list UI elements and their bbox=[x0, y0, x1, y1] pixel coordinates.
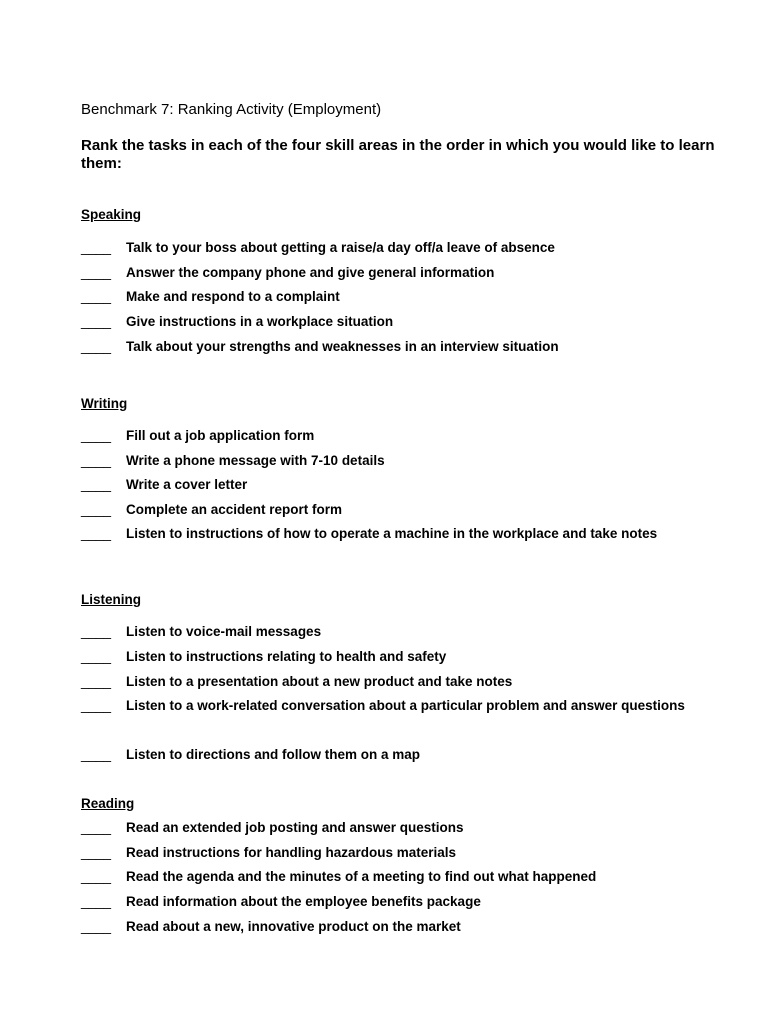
task-text: Fill out a job application form bbox=[126, 428, 315, 443]
list-item bbox=[81, 236, 701, 261]
list-item bbox=[81, 915, 701, 940]
task-text: Read instructions for handling hazardous materials bbox=[126, 845, 457, 860]
task-text: Listen to voice-mail messages bbox=[126, 624, 322, 639]
section-heading-writing: Writing bbox=[81, 396, 128, 411]
task-text: Read information about the employee benefits package bbox=[126, 894, 481, 909]
task-text: Read about a new, innovative product on the market bbox=[126, 919, 461, 934]
rank-blank: ____ bbox=[81, 339, 112, 354]
task-text: Talk to your boss about getting a raise/a day off/a leave of absence bbox=[126, 240, 555, 255]
list-item bbox=[81, 335, 701, 360]
list-item bbox=[81, 743, 701, 768]
rank-blank: ____ bbox=[81, 698, 112, 713]
rank-blank: ____ bbox=[81, 428, 112, 443]
task-text: Listen to directions and follow them on a map bbox=[126, 747, 421, 762]
task-text: Talk about your strengths and weaknesses in an interview situation bbox=[126, 339, 559, 354]
rank-blank: ____ bbox=[81, 845, 112, 860]
list-item bbox=[81, 645, 701, 670]
rank-blank: ____ bbox=[81, 526, 112, 541]
list-item bbox=[81, 670, 701, 695]
rank-blank: ____ bbox=[81, 747, 112, 762]
rank-blank: ____ bbox=[81, 624, 112, 639]
rank-blank: ____ bbox=[81, 289, 112, 304]
rank-blank: ____ bbox=[81, 869, 112, 884]
task-text: Listen to a presentation about a new product and take notes bbox=[126, 674, 513, 689]
task-text: Listen to instructions relating to health and safety bbox=[126, 649, 447, 664]
rank-blank: ____ bbox=[81, 894, 112, 909]
page-title: Benchmark 7: Ranking Activity (Employment) bbox=[81, 101, 382, 118]
list-item bbox=[81, 890, 701, 915]
list-item bbox=[81, 310, 701, 335]
rank-blank: ____ bbox=[81, 674, 112, 689]
list-item bbox=[81, 498, 701, 523]
instructions-text: Rank the tasks in each of the four skill areas in the order in which you would like to learn them: bbox=[81, 137, 715, 172]
rank-blank: ____ bbox=[81, 649, 112, 664]
rank-blank: ____ bbox=[81, 820, 112, 835]
rank-blank: ____ bbox=[81, 477, 112, 492]
list-item bbox=[81, 261, 701, 286]
task-text: Complete an accident report form bbox=[126, 502, 343, 517]
task-text: Listen to a work-related conversation about a particular problem and answer questions bbox=[126, 698, 685, 713]
rank-blank: ____ bbox=[81, 453, 112, 468]
list-item bbox=[81, 865, 701, 890]
task-text: Listen to instructions of how to operate a machine in the workplace and take notes bbox=[126, 526, 658, 541]
task-text: Give instructions in a workplace situation bbox=[126, 314, 394, 329]
rank-blank: ____ bbox=[81, 240, 112, 255]
task-text: Read the agenda and the minutes of a meeting to find out what happened bbox=[126, 869, 597, 884]
rank-blank: ____ bbox=[81, 502, 112, 517]
task-text: Read an extended job posting and answer questions bbox=[126, 820, 464, 835]
section-heading-reading: Reading bbox=[81, 796, 135, 811]
list-item bbox=[81, 694, 701, 719]
list-item bbox=[81, 841, 701, 866]
rank-blank: ____ bbox=[81, 265, 112, 280]
rank-blank: ____ bbox=[81, 919, 112, 934]
task-text: Write a cover letter bbox=[126, 477, 248, 492]
task-text: Answer the company phone and give general information bbox=[126, 265, 495, 280]
section-heading-speaking: Speaking bbox=[81, 207, 142, 222]
task-text: Make and respond to a complaint bbox=[126, 289, 340, 304]
rank-blank: ____ bbox=[81, 314, 112, 329]
list-item bbox=[81, 473, 701, 498]
list-item bbox=[81, 424, 701, 449]
list-item bbox=[81, 816, 701, 841]
list-item bbox=[81, 285, 701, 310]
list-item bbox=[81, 522, 701, 547]
list-item bbox=[81, 449, 701, 474]
list-item bbox=[81, 620, 701, 645]
section-heading-listening: Listening bbox=[81, 592, 141, 607]
task-text: Write a phone message with 7-10 details bbox=[126, 453, 385, 468]
